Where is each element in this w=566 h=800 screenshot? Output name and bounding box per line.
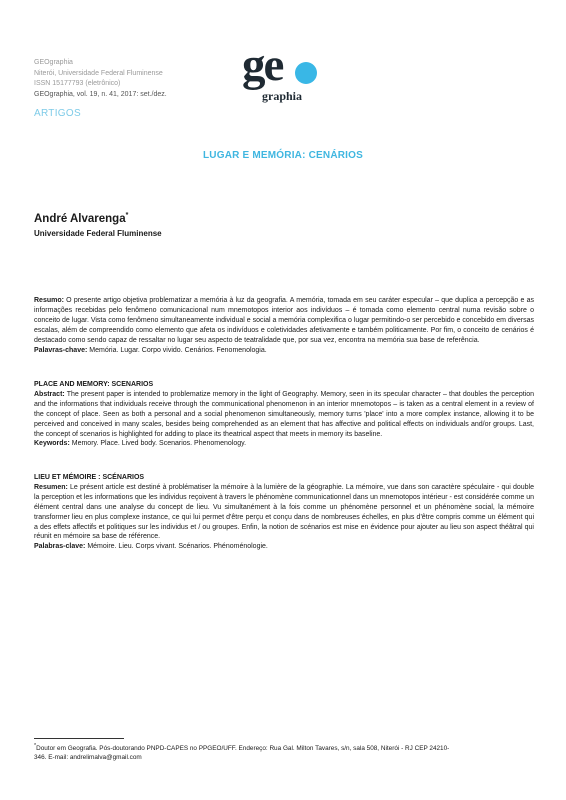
issue-line: GEOgraphia, vol. 19, n. 41, 2017: set./dez.	[34, 90, 167, 98]
article-title: LUGAR E MEMÓRIA: CENÁRIOS	[203, 150, 363, 161]
geographia-logo	[242, 39, 328, 116]
author-footnote	[34, 742, 454, 762]
logo-circle-icon	[295, 62, 317, 84]
logo-graphia-text: graphia	[262, 89, 303, 103]
keywords-fr-text: Mémoire. Lieu. Corps vivant. Scénarios. Phénoménologie.	[85, 543, 268, 551]
footnote-divider	[34, 738, 124, 739]
author-name-text: André Alvarenga	[34, 212, 126, 225]
publisher-line: Niterói, Universidade Federal Fluminense	[34, 69, 163, 77]
abstract-fr-text: Le présent article est destiné à problématiser la mémoire à la lumière de la géographie. La mémoire, vue dans son caractère spéculaire - qui double la perception et les informations que les individus reçoivent à travers le phénomène communicationnel dans un mnemotopos intérieur - est considérée comme un élément central dans une analyse du concept de lieu. Vu simultanément à la fois comme un phénomène personnel et un phénomène social, la mémoire transformer lieu en plus complexe instance, ce qui lui permet d'être perçu et conçu dans de nombreuses échelles, en plus d'être compris comme un élément qui a des effets affectifs et politiques sur les individus et / ou groupes. Enfin, la notion de scénarios est mise en évidence pour ajouter au lieu son aspect théâtral qui réunit en mémoire sa base de référence.	[34, 483, 534, 541]
abstract-en-text: The present paper is intended to problematize memory in the light of Geography. Memory, seen in its specular character – that doubles the perception and the informations that individuals receive through the communicational phenomenon in an interior mnemotopos – is taken as a central element in a review of the concept of place. Seen as both a personal and a social phenomenon simultaneously, memory turns 'place' into a more complex instance, allowing it to be perceived and conceived in many scales, besides being comprehended as an element that has affective and political effects on individuals and/or groups. Last, the concept of scenarios is highlighted for adding to place its theatrical aspect that meets in memory its baseline.	[34, 390, 534, 438]
author-name	[34, 212, 128, 225]
keywords-pt-text: Memória. Lugar. Corpo vivido. Cenários. Fenomenologia.	[87, 346, 267, 354]
abstract-portuguese	[34, 296, 534, 355]
abstract-en-label: Abstract:	[34, 390, 65, 398]
author-affiliation: Universidade Federal Fluminense	[34, 229, 162, 238]
footnote-mark: *	[34, 743, 37, 749]
author-footnote-mark: *	[125, 212, 129, 219]
keywords-pt-label: Palavras-chave:	[34, 346, 88, 354]
section-tag: ARTIGOS	[34, 108, 81, 119]
keywords-en-label: Keywords:	[34, 440, 70, 448]
abstract-en-title: PLACE AND MEMORY: SCENARIOS	[34, 381, 154, 388]
keywords-fr-label: Palabras-clave:	[34, 543, 86, 551]
abstract-pt-text: O presente artigo objetiva problematizar a memória à luz da geografia. A memória, tomada em seu caráter especular – que duplica a percepção e as informações recebidas pelo fenômeno comunicacional num mnemotopos interior aos indivíduos – é tomada como elemento central numa revisão sobre o conceito de lugar. Vista como fenômeno simultaneamente individual e social a memória complexifica o lugar permitindo-o ser percebido e concebido em diversas escalas, além de compreendido como elemento que afeta os indivíduos e coletividades afetivamente e também politicamente. Por fim, o conceito de cenários é destacado como sendo capaz de ressaltar no lugar seu aspecto de teatralidade que, por sua vez, encontra na memória sua base de referência.	[34, 297, 534, 344]
abstract-fr-title: LIEU ET MÉMOIRE : SCÉNARIOS	[34, 474, 145, 481]
abstract-fr-label: Resumen:	[34, 483, 68, 491]
footnote-text: Doutor em Geografia. Pós-doutorando PNPD-CAPES no PPGEO/UFF. Endereço: Rua Gal. Milton Tavares, s/n, sala 508, Niterói - RJ CEP 24210-346. E-mail: andrelimalva@gmail.com	[34, 745, 450, 762]
logo-ge-text: ge	[242, 39, 283, 91]
journal-name: GEOgraphia	[34, 59, 73, 66]
journal-header	[34, 58, 234, 100]
abstract-pt-label: Resumo:	[34, 297, 64, 304]
abstract-english	[34, 380, 534, 449]
issn-line: ISSN 15177793 (eletrônico)	[34, 80, 121, 87]
abstract-french	[34, 473, 534, 552]
keywords-en-text: Memory. Place. Lived body. Scenarios. Phenomenology.	[69, 440, 247, 448]
